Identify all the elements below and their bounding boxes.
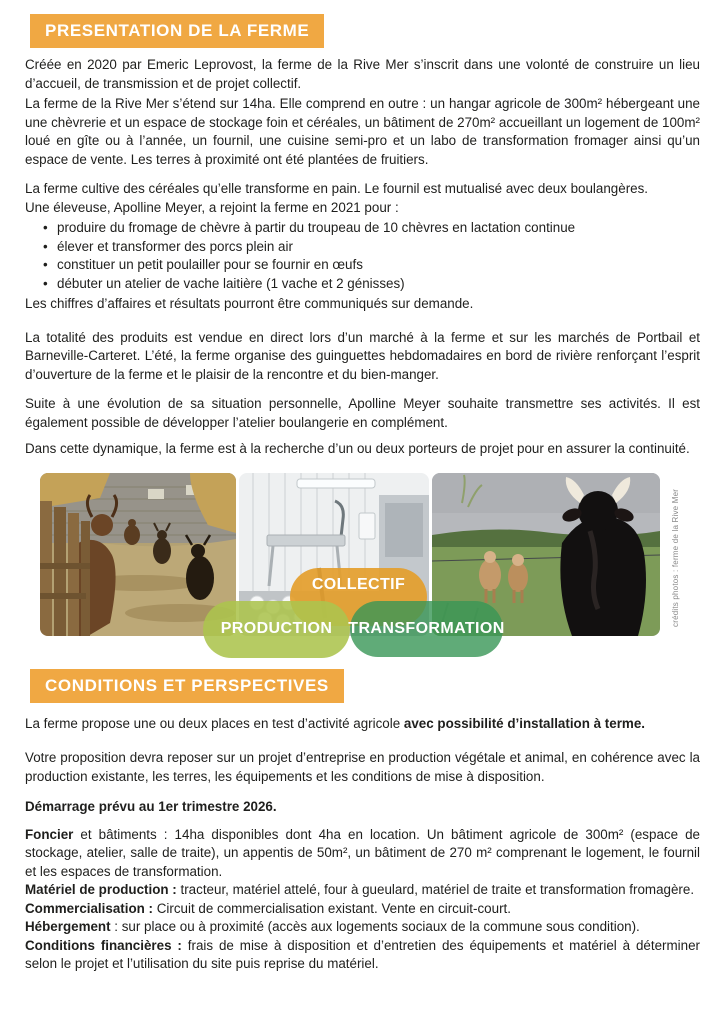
- paragraph-proposition: Votre proposition devra reposer sur un projet d’entreprise en production végétale et animal, en cohérence avec la production existante, les terres, les équipements et les conditions de mise à disposition.: [25, 750, 700, 784]
- paragraph-financial-conditions: Conditions financières : frais de mise à disposition et d’entretien des équipements et matériel à déterminer selon le projet et l’utilisation du site puis reprise du matériel.: [25, 937, 700, 971]
- goats-in-barn-photo: [40, 473, 236, 636]
- paragraph-production-equipment: Matériel de production : tracteur, matériel attelé, four à gueulard, matériel de traite et transformation fromagère.: [25, 882, 695, 897]
- badge-transformation: [350, 601, 503, 657]
- paragraph-farm-description: La ferme de la Rive Mer s’étend sur 14ha. Elle comprend en outre : un hangar agricole de 300m² hébergeant une une chèvrerie et un espace de stockage foin et céréales, un bâtiment de 270m² accueillant un logement de 100m² loué en gîte ou à l’année, un fournil, une cuisine semi-pro et un labo de transformation fromager ainsi qu’un espace de vente. Les terres à proximité ont été plantées de fruitiers.: [25, 96, 700, 167]
- photo-strip: [40, 473, 680, 659]
- badge-collectif-label: COLLECTIF: [311, 575, 406, 593]
- paragraph-test-places: La ferme propose une ou deux places en test d’activité agricole avec possibilité d’installation à terme.: [25, 715, 646, 731]
- paragraph-figures: Les chiffres d’affaires et résultats pourront être communiqués sur demande.: [25, 296, 474, 311]
- list-item: • produire du fromage de chèvre à partir du troupeau de 10 chèvres en lactation continue: [43, 219, 700, 238]
- badge-production: [203, 601, 350, 658]
- list-item: • débuter un atelier de vache laitière (1 vache et 2 génisses): [43, 275, 700, 294]
- section-title-presentation: PRESENTATION DE LA FERME: [30, 14, 324, 48]
- paragraph-land-buildings: Foncier et bâtiments : 14ha disponibles dont 4ha en location. Un bâtiment agricole de 300m² (espace de stockage, atelier, salle de traite), un appentis de 50m², un bâtiment de 270 m² comprenant le logement, le fournil et les espaces de transformation.: [25, 826, 700, 879]
- paragraph-transmission: Suite à une évolution de sa situation personnelle, Apolline Meyer souhaite transmettre ses activités. Il est également possible de développer l’atelier boulangerie en complément.: [25, 396, 700, 430]
- activities-list: [25, 219, 700, 293]
- badge-transformation-label: TRANSFORMATION: [348, 619, 505, 637]
- paragraph-intro: Créée en 2020 par Emeric Leprovost, la ferme de la Rive Mer s’inscrit dans une volonté de construire un lieu d’accueil, de transmission et de projet collectif.: [25, 57, 700, 91]
- list-item: • élever et transformer des porcs plein air: [43, 238, 700, 257]
- paragraph-sales: La totalité des produits est vendue en direct lors d’un marché à la ferme et sur les marchés de Portbail et Barneville-Carteret. L’été, la ferme organise des guinguettes hebdomadaires en bord de rivière renforçant l’esprit d’ouverture de la ferme et le plaisir de la rencontre et du bien-manger.: [25, 329, 700, 382]
- list-item: • constituer un petit poulailler pour se fournir en œufs: [43, 256, 700, 275]
- paragraph-breeder-intro: Une éleveuse, Apolline Meyer, a rejoint la ferme en 2021 pour :: [25, 199, 399, 215]
- paragraph-search: Dans cette dynamique, la ferme est à la recherche d’un ou deux porteurs de projet pour en assurer la continuité.: [25, 441, 690, 456]
- paragraph-housing: Hébergement : sur place ou à proximité (accès aux logements sociaux de la commune sous condition).: [25, 919, 640, 934]
- section-title-conditions: CONDITIONS ET PERSPECTIVES: [30, 669, 344, 703]
- badge-production-label: PRODUCTION: [220, 620, 333, 637]
- paragraph-cereals: La ferme cultive des céréales qu’elle transforme en pain. Le fournil est mutualisé avec deux boulangères.: [25, 181, 649, 196]
- paragraph-start-date: Démarrage prévu au 1er trimestre 2026.: [25, 799, 277, 814]
- paragraph-commercialisation: Commercialisation : Circuit de commercialisation existant. Vente en circuit-court.: [25, 900, 511, 916]
- photo-credits: crédits photos : ferme de la Rive Mer: [671, 487, 680, 627]
